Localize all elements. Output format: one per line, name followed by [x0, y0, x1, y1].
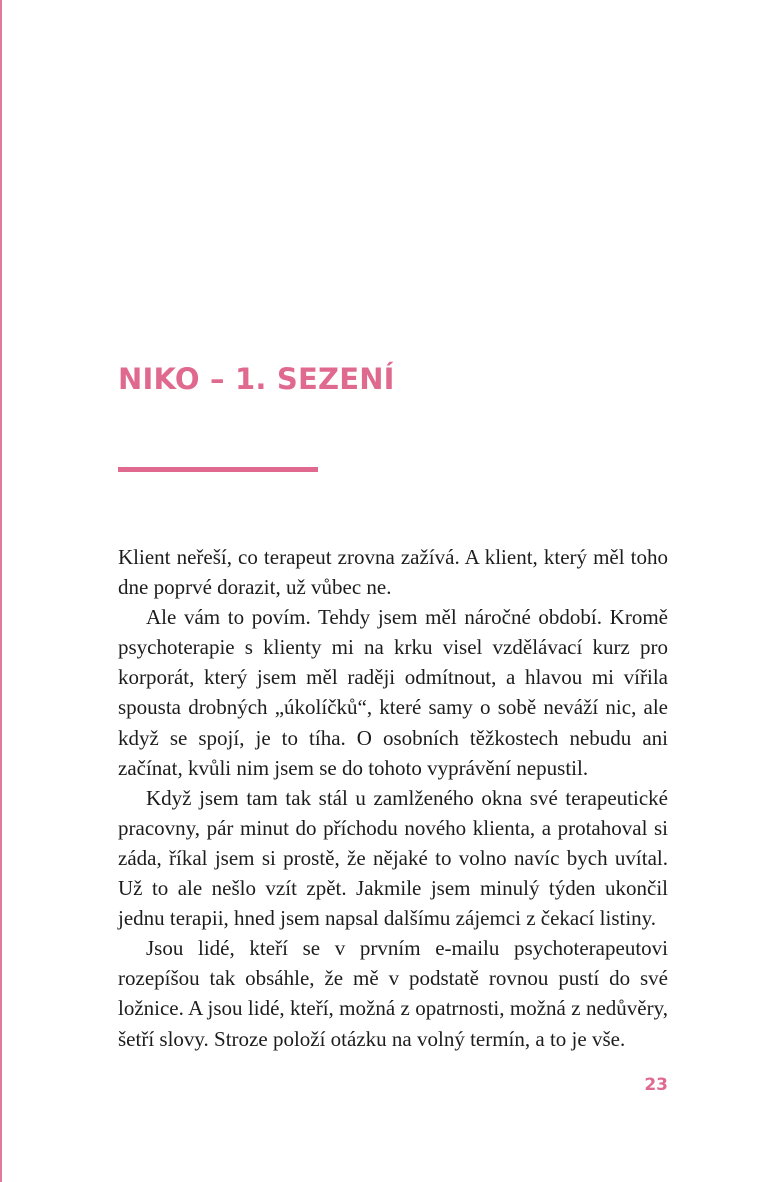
paragraph-2: Ale vám to povím. Tehdy jsem měl náročné období. Kromě psychoterapie s klienty mi na krku visel vzdělávací kurz pro korporát, který jsem měl raději odmítnout, a hlavou mi vířila spousta drobných „úkolíčků“, které samy o sobě neváží nic, ale když se spojí, je to tíha. O osobních těžkostech nebudu ani začínat, kvůli nim jsem se do tohoto vyprávění nepustil. — [118, 605, 668, 780]
paragraph-4: Jsou lidé, kteří se v prvním e-mailu psychoterapeutovi rozepíšou tak obsáhle, že mě v podstatě rovnou pustí do své ložnice. A jsou lidé, kteří, možná z opatrnosti, možná z nedůvěry, šetří slovy. Stroze položí otázku na volný termín, a to je vše. — [118, 936, 668, 1051]
page-number: 23 — [644, 1075, 668, 1095]
body-text — [118, 542, 668, 1054]
paragraph-1: Klient neřeší, co terapeut zrovna zažívá. A klient, který měl toho dne poprvé dorazit, už vůbec ne. — [118, 545, 668, 600]
page-edge-line — [0, 0, 2, 1182]
title-underline-rule — [118, 467, 318, 472]
chapter-title: NIKO – 1. SEZENÍ — [118, 362, 395, 396]
paragraph-3: Když jsem tam tak stál u zamlženého okna své terapeutické pracovny, pár minut do příchodu nového klienta, a protahoval si záda, říkal jsem si prostě, že nějaké to volno navíc bych uvítal. Už to ale nešlo vzít zpět. Jakmile jsem minulý týden ukončil jednu terapii, hned jsem napsal dalšímu zájemci z čekací listiny. — [118, 785, 668, 931]
